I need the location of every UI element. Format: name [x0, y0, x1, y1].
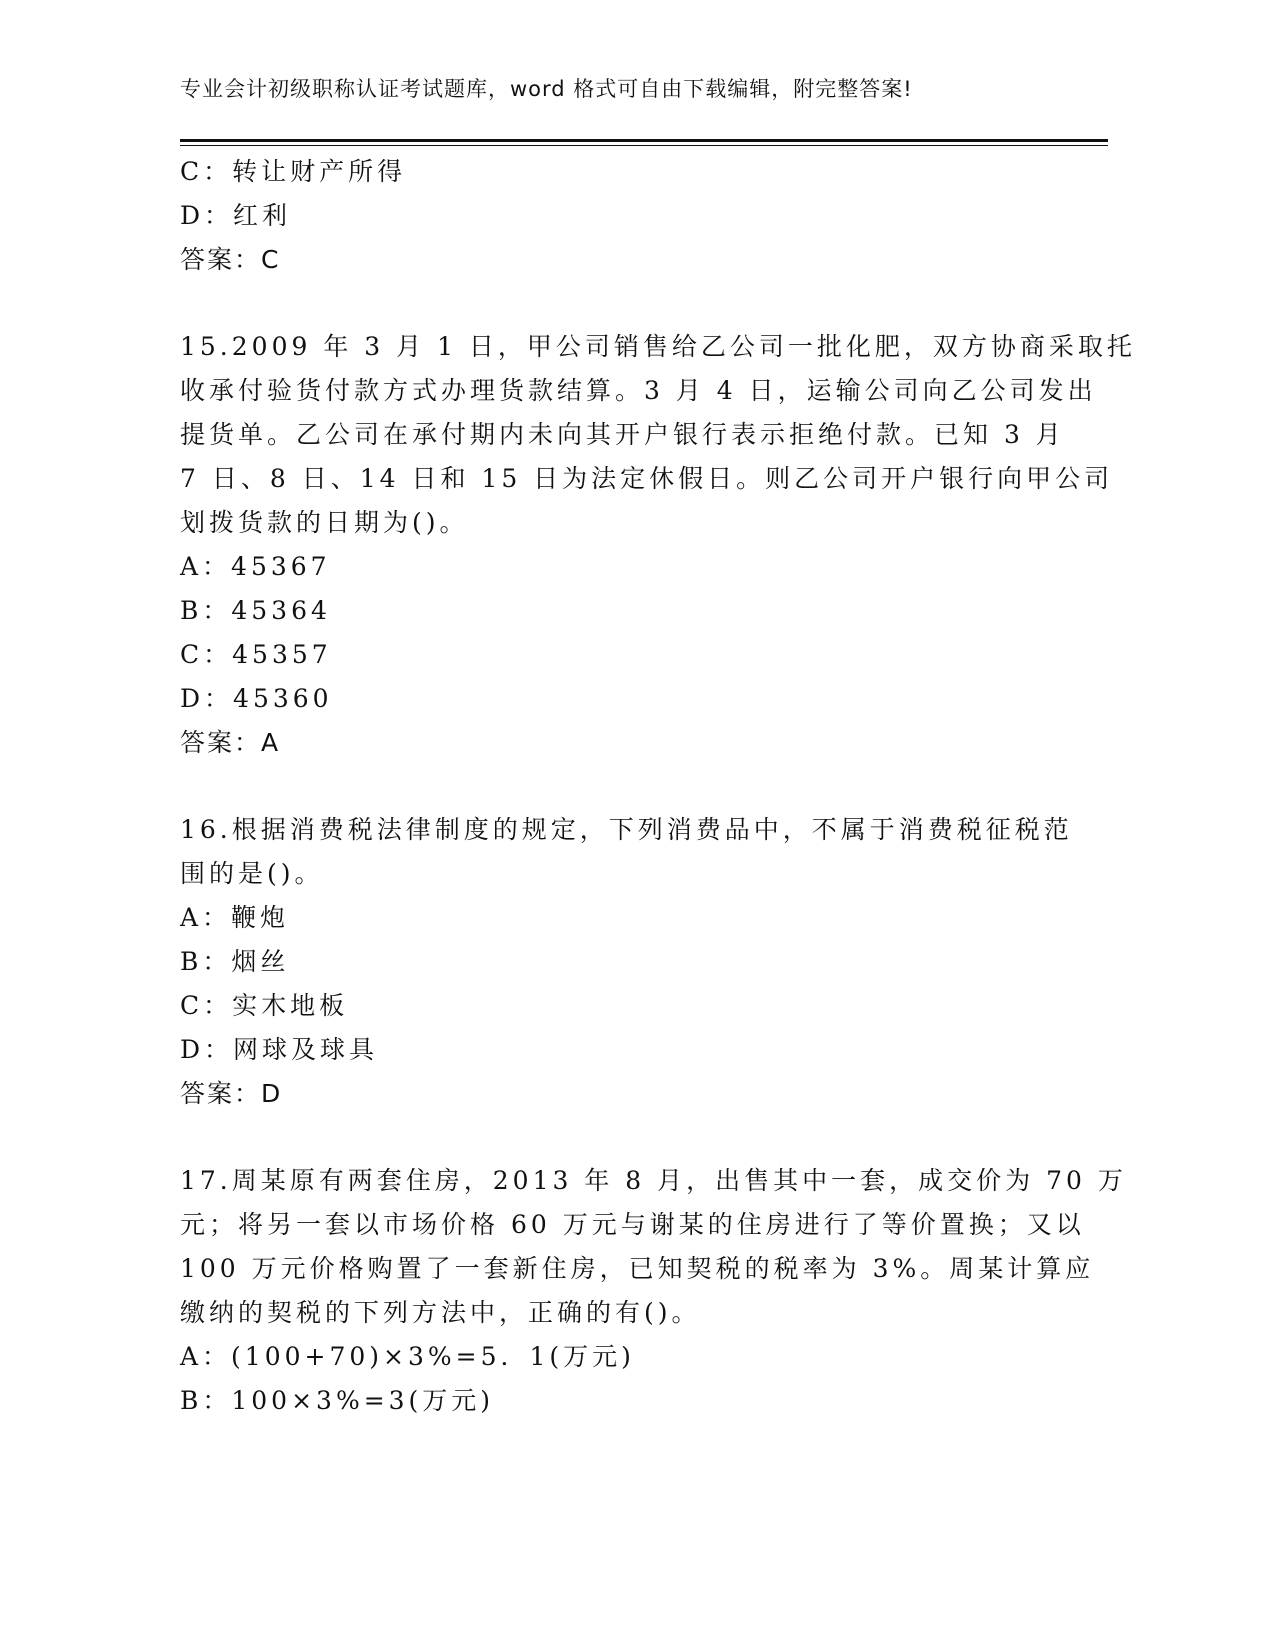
question-text-line: 提货单。乙公司在承付期内未向其开户银行表示拒绝付款。已知 3 月 — [180, 420, 1065, 449]
question-text-line: 收承付验货付款方式办理货款结算。3 月 4 日，运输公司向乙公司发出 — [180, 376, 1097, 405]
question-text-line: 缴纳的契税的下列方法中，正确的有()。 — [180, 1298, 701, 1327]
option-b: B：100×3%=3(万元) — [180, 1386, 495, 1415]
document-body — [180, 150, 1136, 1423]
option-b: B：45364 — [180, 596, 331, 625]
question-16 — [180, 808, 1073, 1116]
question-15 — [180, 325, 1136, 765]
answer-line: 答案：A — [180, 728, 281, 757]
option-a: A：(100+70)×3%=5．1(万元) — [180, 1342, 635, 1371]
option-d: D：红利 — [180, 201, 292, 230]
header-rule-thin — [180, 145, 1108, 146]
answer-line: 答案：D — [180, 1079, 283, 1108]
question-text-line: 16.根据消费税法律制度的规定，下列消费品中，不属于消费税征税范 — [180, 815, 1073, 844]
question-text-line: 17.周某原有两套住房，2013 年 8 月，出售其中一套，成交价为 70 万 — [180, 1166, 1127, 1195]
question-17 — [180, 1159, 1127, 1423]
question-text-line: 15.2009 年 3 月 1 日，甲公司销售给乙公司一批化肥，双方协商采取托 — [180, 332, 1136, 361]
spacer — [180, 282, 1040, 325]
option-d: D：网球及球具 — [180, 1035, 379, 1064]
page-header: 专业会计初级职称认证考试题库，word 格式可自由下载编辑，附完整答案! — [180, 77, 913, 101]
question-text-line: 划拨货款的日期为()。 — [180, 508, 469, 537]
question-text-line: 7 日、8 日、14 日和 15 日为法定休假日。则乙公司开户银行向甲公司 — [180, 464, 1114, 493]
option-a: A：45367 — [180, 552, 331, 581]
option-c: C：45357 — [180, 640, 332, 669]
question-text-line: 100 万元价格购置了一套新住房，已知契税的税率为 3%。周某计算应 — [180, 1254, 1095, 1283]
option-d: D：45360 — [180, 684, 333, 713]
option-c: C：转让财产所得 — [180, 157, 407, 186]
option-b: B：烟丝 — [180, 947, 290, 976]
spacer — [180, 765, 1040, 808]
answer-line: 答案：C — [180, 245, 281, 274]
spacer — [180, 1116, 1040, 1159]
option-a: A：鞭炮 — [180, 903, 290, 932]
header-rule-thick — [180, 139, 1108, 142]
question-text-line: 围的是()。 — [180, 859, 324, 888]
option-c: C：实木地板 — [180, 991, 349, 1020]
question-text-line: 元；将另一套以市场价格 60 万元与谢某的住房进行了等价置换；又以 — [180, 1210, 1085, 1239]
